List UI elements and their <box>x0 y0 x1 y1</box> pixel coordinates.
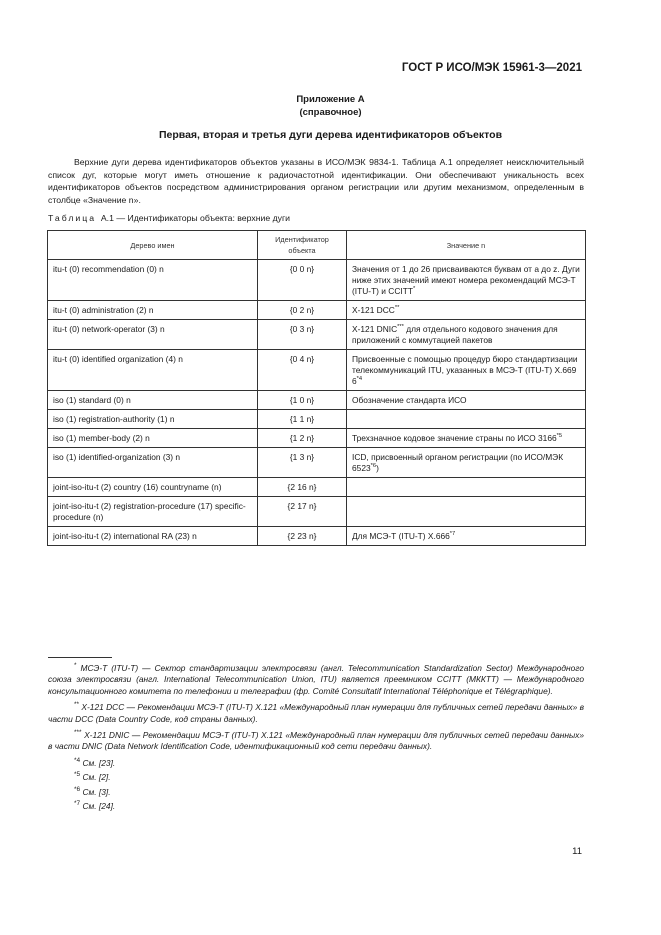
object-id-cell <box>258 527 347 546</box>
name-tree-cell-text: itu-t (0) identified organization (4) n <box>53 354 183 364</box>
annex-title: Приложение А <box>296 94 365 105</box>
footnote-text: См. [24]. <box>82 801 116 812</box>
value-cell <box>347 448 586 478</box>
footnote-mark: *6 <box>74 785 81 793</box>
footnote <box>48 663 584 697</box>
footnote-mark: *7 <box>74 800 81 808</box>
oid-table <box>47 230 586 546</box>
name-tree-cell <box>48 350 258 391</box>
table-header-row <box>48 231 586 260</box>
footnote-ref[interactable]: *4 <box>356 376 363 383</box>
column-header: Идентификатор объекта <box>258 231 347 260</box>
object-id-cell <box>258 448 347 478</box>
name-tree-cell <box>48 260 258 301</box>
object-id-cell <box>258 478 347 497</box>
footnote-separator <box>48 657 112 658</box>
object-id-cell <box>258 320 347 350</box>
footnote-text: МСЭ-Т (ITU-T) — Сектор стандартизации электросвязи (англ. Telecommunication Standardization Sector) Международного союза электросвязи (англ. International Telecommunication Union, ITU) является преемником CCITT (МККТТ) — Международного консультационного комитета по телефонии и телеграфии (фр. Comité Consultatif International Téléphonique et Télégraphique). <box>48 663 584 696</box>
annex-heading <box>0 93 661 119</box>
value-cell-text: Для МСЭ-Т (ITU-T) X.666 <box>352 531 450 541</box>
footnote <box>48 702 584 725</box>
footnotes <box>48 663 584 815</box>
page-number: 11 <box>572 846 582 857</box>
name-tree-cell <box>48 448 258 478</box>
name-tree-cell-text: joint-iso-itu-t (2) country (16) countryname (n) <box>53 482 222 492</box>
object-id-cell <box>258 429 347 448</box>
intro-paragraph: Верхние дуги дерева идентификаторов объектов указаны в ИСО/МЭК 9834-1. Таблица А.1 определяет неисключительный список дуг, которые могут иметь отношение к радиочастотной идентификации. Они обеспечивают уникальность всех идентификаторов объектов посредством администрирования органом регистрации или другим механизмом, определенным в столбце «Значение n». <box>48 157 584 205</box>
object-id-cell-text: {2 16 n} <box>287 482 317 492</box>
value-cell-text: ICD, присвоенный органом регистрации (по ИСО/МЭК 6523 <box>352 452 564 473</box>
table-row <box>48 350 586 391</box>
value-cell-tail: ) <box>376 463 379 473</box>
object-id-cell <box>258 301 347 320</box>
column-header: Значение n <box>347 231 586 260</box>
value-cell-text: Обозначение стандарта ИСО <box>352 395 467 405</box>
footnote-mark: * <box>74 662 77 670</box>
name-tree-cell-text: iso (1) registration-authority (1) n <box>53 414 175 424</box>
table-row <box>48 478 586 497</box>
name-tree-cell-text: itu-t (0) network-operator (3) n <box>53 324 165 334</box>
value-cell-tail: для отдельного кодового значения для приложений с коммутацией пакетов <box>352 324 558 345</box>
table-row <box>48 260 586 301</box>
name-tree-cell-text: iso (1) member-body (2) n <box>53 433 150 443</box>
footnote-ref[interactable]: * <box>412 286 416 293</box>
footnote <box>48 772 584 783</box>
object-id-cell <box>258 260 347 301</box>
object-id-cell-text: {1 1 n} <box>289 414 315 424</box>
footnote-ref[interactable]: *** <box>397 324 404 331</box>
footnote-mark: *** <box>74 729 82 737</box>
name-tree-cell-text: iso (1) identified-organization (3) n <box>53 452 181 462</box>
object-id-cell-text: {2 17 n} <box>287 501 317 511</box>
value-cell <box>347 320 586 350</box>
footnote-text: X-121 DNIC — Рекомендации МСЭ-T (ITU-T) X.121 «Международный план нумерации для публичных сетей передачи данных» в части DNIC (Data Network Identification Code, идентификационный код сети передачи данных). <box>48 730 584 752</box>
value-cell-text: Трехзначное кодовое значение страны по ИСО 3166 <box>352 433 557 443</box>
footnote-ref[interactable]: ** <box>394 305 400 312</box>
name-tree-cell <box>48 478 258 497</box>
value-cell <box>347 527 586 546</box>
table-row <box>48 497 586 527</box>
object-id-cell-text: {1 2 n} <box>289 433 315 443</box>
value-cell-text: X-121 DCC <box>352 305 395 315</box>
value-cell <box>347 260 586 301</box>
object-id-cell <box>258 391 347 410</box>
object-id-cell <box>258 350 347 391</box>
table-row <box>48 429 586 448</box>
object-id-cell <box>258 410 347 429</box>
name-tree-cell <box>48 527 258 546</box>
object-id-cell-text: {0 2 n} <box>289 305 315 315</box>
footnote-ref[interactable]: *5 <box>556 433 563 440</box>
table-caption-prefix: Таблица <box>48 213 97 223</box>
footnote-text: См. [3]. <box>82 786 111 797</box>
value-cell <box>347 301 586 320</box>
table-caption-text: А.1 — Идентификаторы объекта: верхние дуги <box>100 213 291 223</box>
name-tree-cell <box>48 320 258 350</box>
table-row <box>48 448 586 478</box>
name-tree-cell <box>48 429 258 448</box>
object-id-cell-text: {0 3 n} <box>289 324 315 334</box>
value-cell-text: Значения от 1 до 26 присваиваются буквам от a до z. Дуги ниже этих значений имеют номера рекомендаций МСЭ-T (ITU-T) и CCITT <box>352 264 580 296</box>
object-id-cell-text: {1 3 n} <box>289 452 315 462</box>
footnote <box>48 787 584 798</box>
footnote-mark: *4 <box>74 757 81 765</box>
table-row <box>48 301 586 320</box>
object-id-cell-text: {2 23 n} <box>287 531 317 541</box>
name-tree-cell-text: joint-iso-itu-t (2) international RA (23) n <box>53 531 197 541</box>
table-row <box>48 320 586 350</box>
standard-header: ГОСТ Р ИСО/МЭК 15961-3—2021 <box>401 62 582 74</box>
footnote-mark: *5 <box>74 771 81 779</box>
table-row <box>48 391 586 410</box>
name-tree-cell-text: joint-iso-itu-t (2) registration-procedure (17) specific-procedure (n) <box>53 501 246 522</box>
value-cell-text: X-121 DNIC <box>352 324 398 334</box>
footnote <box>48 730 584 753</box>
name-tree-cell-text: itu-t (0) recommendation (0) n <box>53 264 164 274</box>
footnote-text: X-121 DCC — Рекомендации МСЭ-T (ITU-T) X.121 «Международный план нумерации для публичных сетей передачи данных» в части DCC (Data Country Code, код страны данных). <box>48 702 584 724</box>
footnote-ref[interactable]: *7 <box>449 531 456 538</box>
value-cell <box>347 497 586 527</box>
value-cell <box>347 391 586 410</box>
table-row <box>48 527 586 546</box>
object-id-cell-text: {1 0 n} <box>289 395 315 405</box>
value-cell <box>347 410 586 429</box>
table-row <box>48 410 586 429</box>
footnote <box>48 801 584 812</box>
column-header: Дерево имен <box>48 231 258 260</box>
footnote-mark: ** <box>74 701 80 709</box>
value-cell-text: Присвоенные с помощью процедур бюро стандартизации телекоммуникаций ITU, указанных в МСЭ-Т (ITU-T) X.669 6 <box>352 354 578 386</box>
table-caption <box>48 213 290 223</box>
name-tree-cell <box>48 391 258 410</box>
object-id-cell <box>258 497 347 527</box>
name-tree-cell <box>48 497 258 527</box>
name-tree-cell-text: itu-t (0) administration (2) n <box>53 305 154 315</box>
object-id-cell-text: {0 4 n} <box>289 354 315 364</box>
value-cell <box>347 429 586 448</box>
annex-subtitle: (справочное) <box>299 107 362 118</box>
footnote-ref[interactable]: *6 <box>370 463 377 470</box>
footnote <box>48 758 584 769</box>
section-title: Первая, вторая и третья дуги дерева идентификаторов объектов <box>158 129 503 141</box>
footnote-text: См. [2]. <box>82 772 111 783</box>
footnote-text: См. [23]. <box>82 757 116 768</box>
name-tree-cell <box>48 410 258 429</box>
value-cell <box>347 478 586 497</box>
value-cell <box>347 350 586 391</box>
name-tree-cell <box>48 301 258 320</box>
object-id-cell-text: {0 0 n} <box>289 264 315 274</box>
name-tree-cell-text: iso (1) standard (0) n <box>53 395 131 405</box>
